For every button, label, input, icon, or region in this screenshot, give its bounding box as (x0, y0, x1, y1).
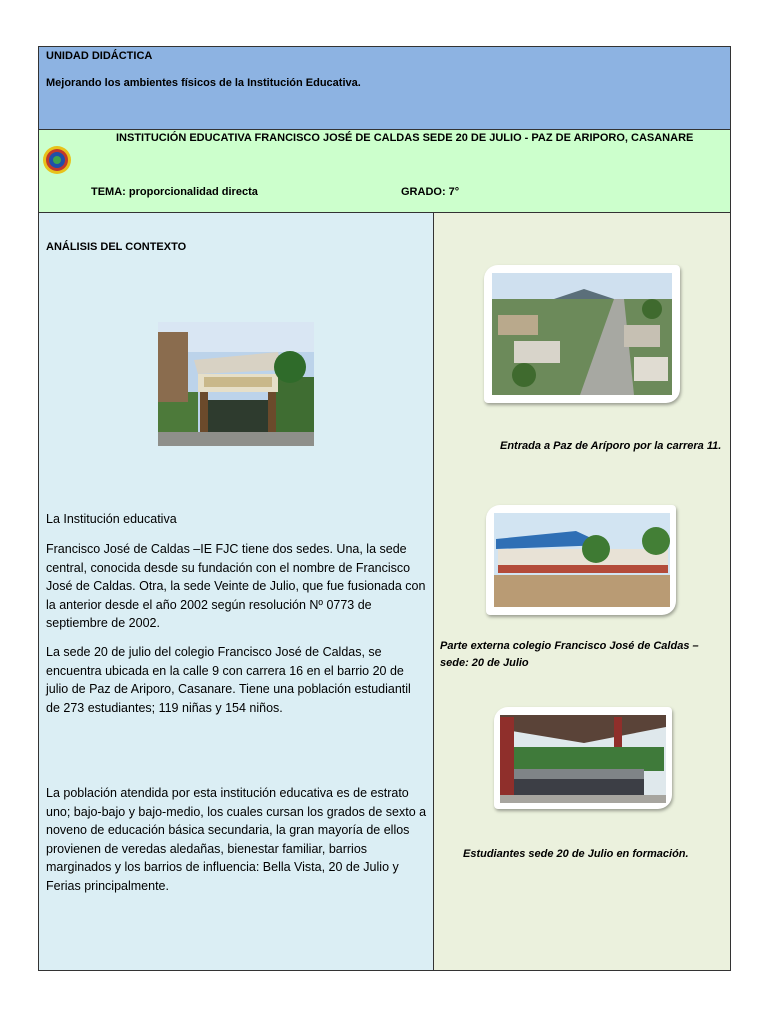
caption-students: Estudiantes sede 20 de Julio en formación. (463, 848, 689, 860)
topic-label: TEMA: proporcionalidad directa (91, 186, 258, 198)
school-entrance-photo (158, 322, 314, 446)
section-title: ANÁLISIS DEL CONTEXTO (46, 241, 187, 253)
unit-title: Mejorando los ambientes físicos de la Institución Educativa. (46, 77, 361, 89)
paragraph-1: Francisco José de Caldas –IE FJC tiene dos sedes. Una, la sede central, conocida desde su fundación con el nombre de Francisco José de Caldas. Otra, la sede Veinte de Julio, que fue fusionada con la anterior desde el año 2002 según resolución Nº 0773 de septiembre de 2002. (46, 542, 426, 630)
school-exterior-photo (486, 505, 676, 615)
paragraph-2: La sede 20 de julio del colegio Francisco José de Caldas, se encuentra ubicada en la calle 9 con carrera 16 en el barrio 20 de julio de Paz de Ariporo, Casanare. Tiene una población estudiantil de 273 estudiantes; 119 niñas y 154 niños. (46, 645, 411, 715)
unit-label: UNIDAD DIDÁCTICA (46, 50, 153, 62)
town-street-photo (484, 265, 680, 403)
paragraph-3: La población atendida por esta institución educativa es de estrato uno; bajo-bajo y bajo-medio, los cuales cursan los grados de sexto a noveno de educación básica secundaria, la gran mayoría de ellos provienen de veredas aledañas, bienestar familiar, barrios marginados y los barrios de influencia: Bella Vista, 20 de Julio y Ferias principalmente. (46, 786, 427, 893)
caption-school-exterior: Parte externa colegio Francisco José de Caldas – sede: 20 de Julio (440, 640, 699, 669)
caption-town-entrance: Entrada a Paz de Aríporo por la carrera 11. (500, 440, 722, 452)
school-emblem-icon (42, 145, 72, 175)
document-frame (38, 46, 731, 971)
students-formation-photo (494, 707, 672, 809)
grade-label: GRADO: 7° (401, 186, 460, 198)
institution-header (39, 130, 730, 213)
institution-name: INSTITUCIÓN EDUCATIVA FRANCISCO JOSÉ DE CALDAS SEDE 20 DE JULIO - PAZ DE ARIPORO, CASANARE (116, 132, 694, 144)
institution-subtitle: La Institución educativa (46, 512, 177, 526)
context-column (39, 213, 434, 970)
unit-header (39, 47, 730, 130)
photos-column (434, 213, 730, 970)
